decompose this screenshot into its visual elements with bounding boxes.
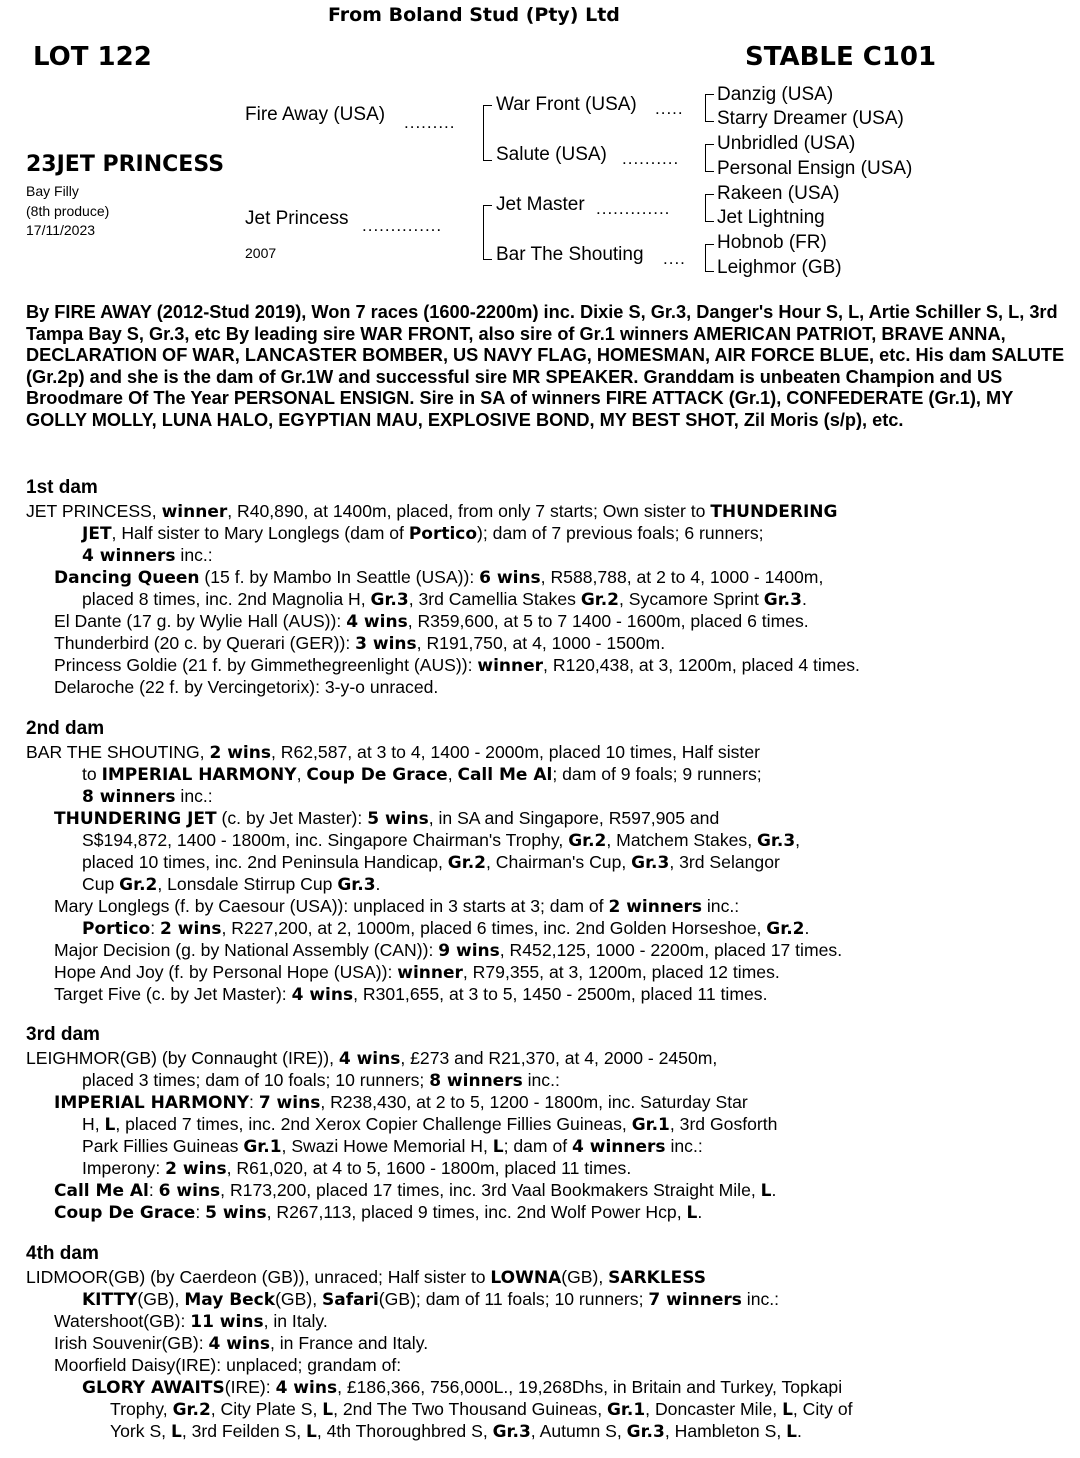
text: (15 f. by Mambo In Seattle (USA)): (199, 567, 480, 587)
produce-record-line (82, 851, 780, 874)
bold-text: May Beck (184, 1290, 276, 1310)
bold-text: 8 winners (82, 787, 176, 807)
bold-text: 6 wins (158, 1181, 221, 1201)
text: Imperony: (82, 1158, 166, 1178)
pedigree-sdd: Personal Ensign (USA) (717, 158, 913, 179)
text: , in SA and Singapore, R597,905 and (428, 808, 720, 828)
text: , Matchem Stakes, (606, 830, 757, 850)
dots: .......... (622, 149, 680, 168)
text: , Hambleton S, (664, 1421, 787, 1441)
bold-text: Call Me Al (54, 1181, 149, 1201)
text: placed 10 times, inc. 2nd Peninsula Handicap, (82, 852, 448, 872)
text: inc.: (522, 1070, 560, 1090)
bold-text: Gr.2 (119, 875, 158, 895)
produce-record-line (54, 1332, 428, 1355)
vendor-line: From Boland Stud (Pty) Ltd (328, 4, 620, 26)
produce-record-line (54, 654, 860, 677)
text: : (249, 1092, 259, 1112)
text: inc.: (175, 786, 213, 806)
text: Thunderbird (20 c. by Querari (GER)): (54, 633, 356, 653)
text: , Doncaster Mile, (645, 1399, 783, 1419)
text: Mary Longlegs (f. by Caesour (USA)): unplaced in 3 starts at 3; dam of (54, 896, 609, 916)
text: LIDMOOR(GB) (by Caerdeon (GB)), unraced; Half sister to (26, 1267, 491, 1287)
bold-text: Call Me Al (457, 765, 553, 785)
dots: ............. (596, 199, 671, 218)
produce-record-line (54, 676, 438, 698)
lot-number: LOT 122 (33, 42, 152, 72)
pedigree-sire: Fire Away (USA) (245, 104, 386, 125)
horse-name: 23JET PRINCESS (26, 152, 225, 177)
text: , R61,020, at 4 to 5, 1600 - 1800m, placed 11 times. (226, 1158, 632, 1178)
text: (GB), (275, 1289, 322, 1309)
horse-produce: (8th produce) (26, 203, 110, 219)
bold-text: Gr.1 (243, 1137, 282, 1157)
pedigree-dd: Bar The Shouting (496, 244, 644, 265)
text: Princess Goldie (21 f. by Gimmethegreenlight (AUS)): (54, 655, 478, 675)
text: , R301,655, at 3 to 5, 1450 - 2500m, placed 11 times. (353, 984, 768, 1004)
bold-text: 3 wins (355, 634, 417, 654)
text: , R62,587, at 3 to 4, 1400 - 2000m, placed 10 times, Half sister (270, 742, 760, 762)
bold-text: Coup De Grace (54, 1203, 196, 1223)
bold-text: Gr.3 (626, 1422, 665, 1442)
text: , R452,125, 1000 - 2200m, placed 17 times. (499, 940, 843, 960)
produce-record-line (82, 829, 800, 852)
bold-text: Portico (82, 919, 151, 939)
produce-record-line (26, 741, 760, 764)
bold-text: Gr.2 (766, 919, 805, 939)
bracket (483, 105, 492, 161)
dots: ......... (404, 113, 456, 132)
bold-text: 4 wins (275, 1378, 338, 1398)
produce-record-line (82, 917, 809, 940)
sire-summary: By FIRE AWAY (2012-Stud 2019), Won 7 races (1600-2200m) inc. Dixie S, Gr.3, Danger's Hour S, L, Artie Schiller S, L, 3rd Tampa Bay S, Gr.3, etc By leading sire WAR FRONT, also sire of Gr.1 winners AMERICAN PATRIOT, BRAVE ANNA, DECLARATION OF WAR, LANCASTER BOMBER, US NAVY FLAG, HOMESMAN, AIR FORCE BLUE, etc. His dam SALUTE (Gr.2p) and she is the dam of Gr.1W and successful sire MR SPEAKER. Granddam is unbeaten Champion and US Broodmare Of The Year PERSONAL ENSIGN. Sire in SA of winners FIRE ATTACK (Gr.1), CONFEDERATE (Gr.1), MY GOLLY MOLLY, LUNA HALO, EGYPTIAN MAU, EXPLOSIVE BOND, MY BEST SHOT, Zil Moris (s/p), etc. (26, 302, 1065, 430)
produce-record-line (82, 1069, 560, 1092)
text: inc.: (701, 896, 740, 916)
bold-text: L (170, 1422, 182, 1442)
text: BAR THE SHOUTING, (26, 742, 210, 762)
text: Target Five (c. by Jet Master): (54, 984, 292, 1004)
produce-record-line (82, 785, 213, 808)
bold-text: Gr.3 (370, 590, 409, 610)
produce-record-line (82, 1288, 779, 1311)
text: , R238,430, at 2 to 5, 1200 - 1800m, inc. Saturday Star (320, 1092, 748, 1112)
produce-record-line (82, 763, 762, 786)
dam-heading: 2nd dam (26, 718, 105, 739)
text: , £273 and R21,370, at 4, 2000 - 2450m, (400, 1048, 718, 1068)
text: , £186,366, 756,000L., 19,268Dhs, in Britain and Turkey, Topkapi (337, 1377, 843, 1397)
bold-text: IMPERIAL HARMONY (54, 1093, 250, 1113)
bold-text: L (492, 1137, 504, 1157)
text: , Half sister to Mary Longlegs (dam of (111, 523, 409, 543)
text: , Autumn S, (530, 1421, 627, 1441)
bold-text: 5 wins (205, 1203, 267, 1223)
bold-text: 2 wins (160, 919, 222, 939)
text: Watershoot(GB): (54, 1311, 191, 1331)
pedigree-dam-year: 2007 (245, 245, 277, 261)
produce-record-line (54, 1354, 401, 1376)
produce-record-line (26, 1047, 717, 1070)
text: LEIGHMOR(GB) (by Connaught (IRE)), (26, 1048, 339, 1068)
produce-record-line (82, 1376, 842, 1399)
bold-text: Dancing Queen (54, 568, 200, 588)
dots: .... (663, 249, 686, 268)
pedigree-sd: Salute (USA) (496, 144, 607, 165)
text: : (195, 1202, 206, 1222)
produce-record-line (82, 544, 213, 567)
text: Delaroche (22 f. by Vercingetorix): 3-y-o unraced. (54, 677, 439, 697)
bold-text: 2 wins (165, 1159, 227, 1179)
dam-heading: 3rd dam (26, 1024, 100, 1045)
text: placed 3 times; dam of 10 foals; 10 runners; (82, 1070, 430, 1090)
text: , (296, 764, 307, 784)
bold-text: JET (82, 524, 112, 544)
text: , Lonsdale Stirrup Cup (157, 874, 338, 894)
text: , 3rd Feilden S, (181, 1421, 307, 1441)
text: , 2nd The Two Thousand Guineas, (333, 1399, 607, 1419)
produce-record-line (54, 566, 823, 589)
pedigree-ddd: Leighmor (GB) (717, 257, 842, 278)
bold-text: 2 wins (209, 743, 271, 763)
text: . (375, 874, 381, 894)
stable-number: STABLE C101 (745, 42, 937, 72)
text: , 3rd Selangor (669, 852, 780, 872)
produce-record-line (54, 1091, 748, 1114)
bold-text: Portico (408, 524, 478, 544)
text: (c. by Jet Master): (216, 808, 368, 828)
bold-text: 4 winners (82, 546, 176, 566)
produce-record-line (82, 522, 764, 545)
bold-text: L (306, 1422, 317, 1442)
bracket (483, 205, 492, 260)
bold-text: L (786, 1422, 797, 1442)
pedigree-dds: Hobnob (FR) (717, 232, 827, 253)
text: , R40,890, at 1400m, placed, from only 7 starts; Own sister to (227, 501, 711, 521)
bold-text: 4 wins (346, 612, 408, 632)
pedigree-sds: Unbridled (USA) (717, 133, 856, 154)
text: ); dam of 7 previous foals; 6 runners; (477, 523, 764, 543)
horse-dob: 17/11/2023 (26, 222, 96, 238)
bold-text: Gr.1 (606, 1400, 646, 1420)
text: JET PRINCESS, (26, 501, 162, 521)
text: , R267,113, placed 9 times, inc. 2nd Wolf Power Hcp, (266, 1202, 687, 1222)
bold-text: winner (397, 963, 463, 983)
text: , R79,355, at 3, 1200m, placed 12 times. (462, 962, 780, 982)
bold-text: winner (161, 502, 228, 522)
text: . (801, 589, 807, 609)
produce-record-line (54, 895, 739, 918)
text: , (795, 830, 801, 850)
text: inc.: (741, 1289, 780, 1309)
text: Irish Souvenir(GB): (54, 1333, 209, 1353)
pedigree-sss: Danzig (USA) (717, 84, 834, 105)
bracket (705, 144, 714, 172)
produce-record-line (82, 873, 380, 896)
bold-text: KITTY (82, 1290, 138, 1310)
text: : (148, 1180, 159, 1200)
bold-text: GLORY AWAITS (82, 1378, 225, 1398)
text: , R227,200, at 2, 1000m, placed 6 times, inc. 2nd Golden Horseshoe, (221, 918, 767, 938)
text: , R173,200, placed 17 times, inc. 3rd Vaal Bookmakers Straight Mile, (220, 1180, 761, 1200)
produce-record-line (54, 1310, 328, 1333)
text: . (771, 1180, 777, 1200)
bold-text: THUNDERING JET (54, 809, 217, 829)
bold-text: Safari (322, 1290, 379, 1310)
text: (GB), (561, 1267, 609, 1287)
text: , (447, 764, 458, 784)
bold-text: Gr.1 (631, 1115, 670, 1135)
text: inc.: (665, 1136, 703, 1156)
text: , R588,788, at 2 to 4, 1000 - 1400m, (540, 567, 824, 587)
bold-text: Gr.3 (337, 875, 376, 895)
pedigree-ds: Jet Master (496, 194, 585, 215)
text: , City Plate S, (210, 1399, 323, 1419)
bold-text: Gr.3 (756, 831, 796, 851)
text: Major Decision (g. by National Assembly (CAN)): (54, 940, 439, 960)
pedigree-dss: Rakeen (USA) (717, 183, 840, 204)
text: York S, (110, 1421, 171, 1441)
text: , placed 7 times, inc. 2nd Xerox Copier Challenge Fillies Guineas, (115, 1114, 632, 1134)
produce-record-line (26, 1266, 706, 1289)
text: , 3rd Camellia Stakes (408, 589, 581, 609)
text: H, (82, 1114, 105, 1134)
dots: ..... (655, 99, 684, 118)
pedigree-dsd: Jet Lightning (717, 207, 825, 228)
text: Moorfield Daisy(IRE): unplaced; grandam of: (54, 1355, 402, 1375)
text: , City of (792, 1399, 853, 1419)
bold-text: 9 wins (438, 941, 500, 961)
bold-text: Gr.2 (568, 831, 607, 851)
pedigree-ss: War Front (USA) (496, 94, 637, 115)
produce-record-line (54, 939, 842, 962)
bold-text: 4 wins (338, 1049, 401, 1069)
text: Cup (82, 874, 120, 894)
bold-text: LOWNA (490, 1268, 562, 1288)
bold-text: IMPERIAL HARMONY (101, 765, 297, 785)
produce-record-line (82, 1113, 777, 1136)
produce-record-line (54, 1201, 702, 1224)
bracket (705, 244, 714, 272)
produce-record-line (26, 500, 838, 523)
text: , 3rd Gosforth (669, 1114, 778, 1134)
bold-text: 4 wins (208, 1334, 270, 1354)
text: S$194,872, 1400 - 1800m, inc. Singapore Chairman's Trophy, (82, 830, 569, 850)
produce-record-line (54, 632, 665, 655)
text: , Chairman's Cup, (486, 852, 632, 872)
bold-text: winner (477, 656, 544, 676)
bold-text: Gr.3 (492, 1422, 531, 1442)
produce-record-line (82, 588, 807, 611)
text: placed 8 times, inc. 2nd Magnolia H, (82, 589, 371, 609)
text: , in Italy. (263, 1311, 328, 1331)
bold-text: Gr.2 (172, 1400, 211, 1420)
bold-text: 8 winners (429, 1071, 523, 1091)
bold-text: THUNDERING (710, 502, 838, 522)
produce-record-line (54, 1179, 776, 1202)
bold-text: 11 wins (190, 1312, 264, 1332)
text: (GB), (137, 1289, 185, 1309)
bold-text: 6 wins (479, 568, 541, 588)
text: : (150, 918, 161, 938)
bold-text: Gr.2 (447, 853, 486, 873)
pedigree-dam: Jet Princess (245, 208, 349, 229)
text: (IRE): (224, 1377, 276, 1397)
produce-record-line (54, 983, 767, 1006)
text: , 4th Thoroughbred S, (316, 1421, 493, 1441)
bold-text: L (686, 1203, 698, 1223)
bold-text: 5 wins (367, 809, 429, 829)
bold-text: 7 wins (258, 1093, 321, 1113)
bold-text: L (322, 1400, 334, 1420)
bold-text: Gr.3 (763, 590, 802, 610)
pedigree-ssd: Starry Dreamer (USA) (717, 108, 904, 129)
text: , Sycamore Sprint (619, 589, 764, 609)
bold-text: 4 wins (291, 985, 354, 1005)
bold-text: 7 winners (648, 1290, 742, 1310)
text: Hope And Joy (f. by Personal Hope (USA)): (54, 962, 398, 982)
bold-text: L (782, 1400, 793, 1420)
text: (GB); dam of 11 foals; 10 runners; (378, 1289, 649, 1309)
bold-text: 4 winners (572, 1137, 666, 1157)
text: , in France and Italy. (270, 1333, 429, 1353)
horse-sex: Bay Filly (26, 183, 79, 199)
text: , R120,438, at 3, 1200m, placed 4 times. (543, 655, 860, 675)
bold-text: Gr.2 (580, 590, 620, 610)
bracket (705, 94, 714, 122)
bold-text: L (104, 1115, 116, 1135)
bold-text: SARKLESS (608, 1268, 707, 1288)
produce-record-line (110, 1420, 802, 1443)
text: El Dante (17 g. by Wylie Hall (AUS)): (54, 611, 347, 631)
dam-heading: 4th dam (26, 1243, 99, 1264)
bracket (705, 194, 714, 222)
text: ; dam of 9 foals; 9 runners; (552, 764, 762, 784)
text: Trophy, (110, 1399, 173, 1419)
produce-record-line (82, 1157, 631, 1180)
text: , Swazi Howe Memorial H, (281, 1136, 493, 1156)
text: , R359,600, at 5 to 7 1400 - 1600m, placed 6 times. (407, 611, 809, 631)
bold-text: L (760, 1181, 772, 1201)
text: . (697, 1202, 703, 1222)
produce-record-line (54, 807, 719, 830)
produce-record-line (54, 610, 809, 633)
bold-text: Coup De Grace (306, 765, 448, 785)
produce-record-line (82, 1135, 703, 1158)
produce-record-line (54, 961, 780, 984)
text: . (796, 1421, 802, 1441)
text: . (804, 918, 810, 938)
text: ; dam of (503, 1136, 573, 1156)
bold-text: 2 winners (608, 897, 702, 917)
dots: .............. (362, 216, 443, 235)
dam-heading: 1st dam (26, 477, 98, 498)
text: , R191,750, at 4, 1000 - 1500m. (416, 633, 666, 653)
produce-record-line (110, 1398, 853, 1421)
text: inc.: (175, 545, 213, 565)
bold-text: Gr.3 (631, 853, 670, 873)
text: Park Fillies Guineas (82, 1136, 244, 1156)
text: to (82, 764, 102, 784)
